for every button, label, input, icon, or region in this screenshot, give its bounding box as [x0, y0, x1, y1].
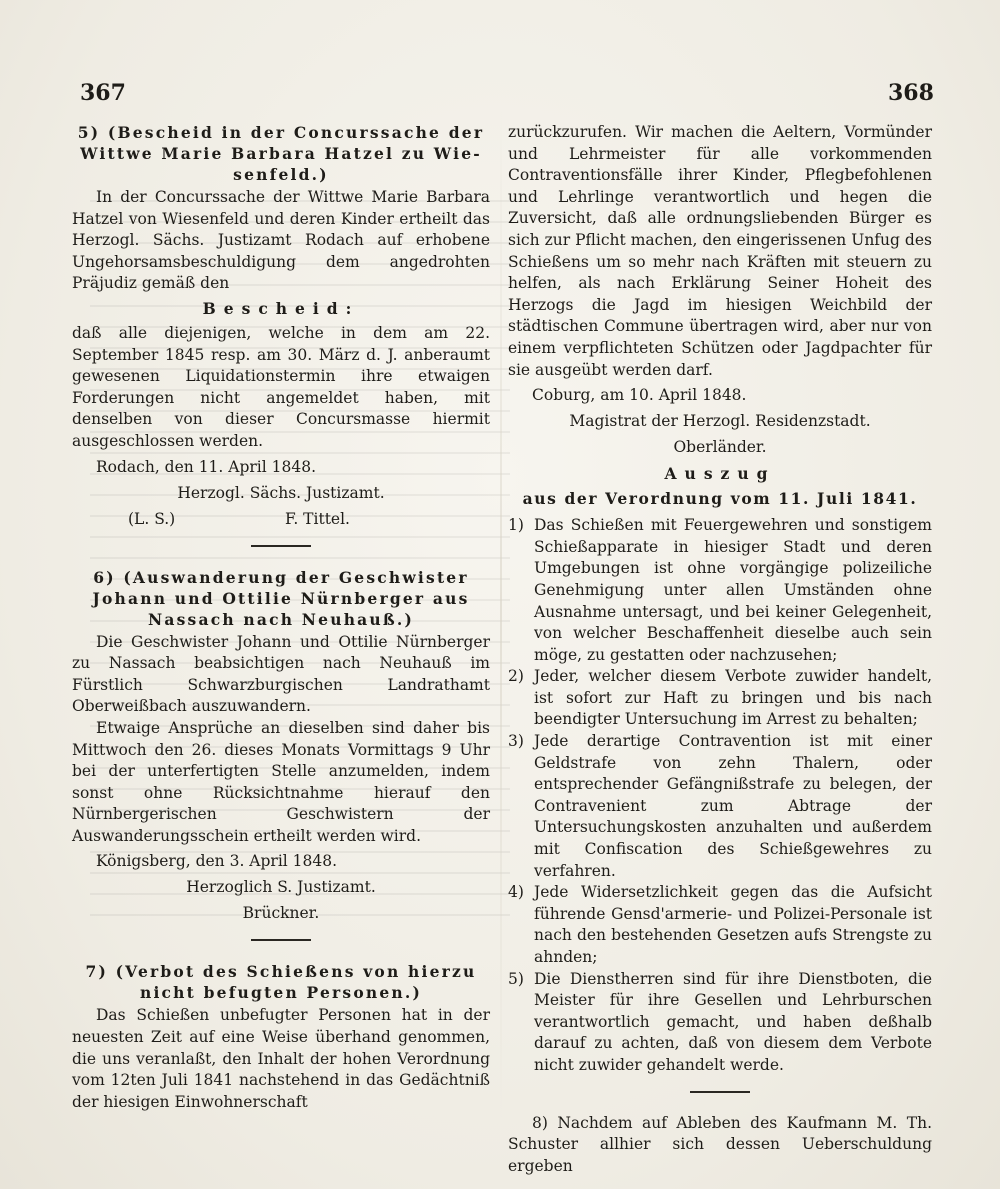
list-item	[508, 731, 932, 882]
list-item-text: Die Dienstherren sind für ihre Dienstboten, die Meister für ihre Gesellen und Lehrburschen verantwortlich gemacht, und haben deßhalb darauf zu achten, daß von diesem dem Verbote nicht zuwider gehandelt werde.	[534, 969, 932, 1074]
notice-5	[72, 122, 490, 547]
notice-7	[72, 961, 490, 1113]
bescheid-label: Bescheid:	[202, 298, 360, 318]
list-item-text: Jeder, welcher diesem Verbote zuwider handelt, ist sofort zur Haft zu bringen und bis nach beendigter Untersuchung im Arrest zu behalten;	[534, 667, 932, 729]
list-item-number: 5)	[508, 969, 524, 988]
ordinance-list	[508, 515, 932, 1076]
auszug-title: Auszug	[664, 464, 776, 484]
page-gutter	[500, 110, 502, 1120]
list-item-number: 4)	[508, 883, 524, 902]
notice-5-intro: In der Concurssache der Wittwe Marie Barbara Hatzel von Wiesenfeld und deren Kinder ertheilt das Herzogl. Sächs. Justizamt Rodach auf erhobene Ungehorsamsbeschuldigung dem angedrohten Präjudiz gemäß den	[72, 188, 490, 293]
page-number-right: 368	[888, 80, 934, 106]
notice-6-heading: 6) (Auswanderung der Geschwister Johann und Ottilie Nürnberger aus Nassach nach Neuhauß.)	[92, 567, 470, 629]
notice-5-signature-row	[72, 508, 490, 531]
list-item-text: Jede Widersetzlichkeit gegen das die Aufsicht führende Gensd'armerie- und Polizei-Personale ist nach den bestehenden Gesetzen aufs Strengste zu ahnden;	[534, 883, 932, 966]
notice-5-heading: 5) (Bescheid in der Concurssache der Wittwe Marie Barbara Hatzel zu Wie-senfeld.)	[77, 123, 485, 184]
notice-5-place-date: Rodach, den 11. April 1848.	[96, 457, 317, 476]
notice-6-intro: Die Geschwister Johann und Ottilie Nürnberger zu Nassach beabsichtigen nach Neuhauß im Fürstlich Schwarzburgischen Landrathamt Oberweißbach auszuwandern.	[72, 632, 490, 716]
notice-6-authority: Herzoglich S. Justizamt.	[186, 878, 376, 897]
list-item	[508, 666, 932, 731]
notice-5-signer: F. Tittel.	[284, 509, 350, 528]
notice-7-place-date: Coburg, am 10. April 1848.	[532, 386, 747, 405]
auszug-subtitle: aus der Verordnung vom 11. Juli 1841.	[522, 489, 918, 509]
list-item-text: Das Schießen mit Feuergewehren und sonstigem Schießapparate in hiesiger Stadt und deren Umgebungen ist ohne vorgängige polizeiliche Genehmigung unter allen Umständen ohne Ausnahme untersagt, und bei keiner Gelegenheit, von welcher Beschaffenheit dieselbe auch sein möge, zu gestatten oder nachzusehen;	[534, 516, 932, 664]
page-number-left: 367	[80, 80, 126, 106]
list-item	[508, 882, 932, 968]
section-divider	[251, 545, 311, 547]
notice-5-authority: Herzogl. Sächs. Justizamt.	[177, 483, 385, 502]
left-column	[72, 122, 490, 1119]
notice-7-authority: Magistrat der Herzogl. Residenzstadt.	[569, 412, 871, 431]
notice-6-signer: Brückner.	[242, 904, 320, 923]
list-item-number: 2)	[508, 667, 524, 686]
list-item	[508, 969, 932, 1077]
list-item-number: 1)	[508, 516, 524, 535]
list-item	[508, 515, 932, 666]
section-divider	[251, 939, 311, 941]
list-item-text: Jede derartige Contravention ist mit einer Geldstrafe von zehn Thalern, oder entsprechender Gefängnißstrafe zu belegen, der Contravenient zum Abtrage der Untersuchungskosten anzuhalten und außerdem mit Confiscation des Schießgewehres zu verfahren.	[534, 732, 932, 880]
notice-6	[72, 567, 490, 942]
section-divider	[690, 1091, 750, 1093]
notice-5-body: daß alle diejenigen, welche in dem am 22. September 1845 resp. am 30. März d. J. anberaumt gewesenen Liquidationstermin ihre etwaigen Forderungen nicht angemeldet haben, mit denselben von dieser Concursmasse hiermit ausgeschlossen werden.	[72, 323, 490, 450]
notice-7-signer: Oberländer.	[673, 438, 767, 457]
notice-7-continuation: zurückzurufen. Wir machen die Aeltern, Vormünder und Lehrmeister für alle vorkommenden Contraventionsfälle ihrer Kinder, Pflegbefohlenen und Lehrlinge verantwortlich und hegen die Zuversicht, daß alle ordnungsliebenden Bürger es sich zur Pflicht machen, den eingerissenen Unfug des Schießens um so mehr nach Kräften mit steuern zu helfen, als nach Erklärung Seiner Hoheit des Herzogs die Jagd im hiesigen Weichbild der städtischen Commune übertragen wird, aber nur von einem verpflichteten Schützen oder Jagdpachter für sie ausgeübt werden darf.	[508, 123, 932, 379]
notice-7-body: Das Schießen unbefugter Personen hat in der neuesten Zeit auf eine Weise überhand genommen, die uns veranlaßt, den Inhalt der hohen Verordnung vom 12ten Juli 1841 nachstehend in das Gedächtniß der hiesigen Einwohnerschaft	[72, 1006, 490, 1111]
list-item-number: 3)	[508, 732, 524, 751]
right-column	[508, 122, 932, 1177]
seal-mark: (L. S.)	[128, 509, 176, 528]
notice-6-body: Etwaige Ansprüche an dieselben sind daher bis Mittwoch den 26. dieses Monats Vormittags 9 Uhr bei der unterfertigten Stelle anzumelden, indem sonst ohne Rücksichtnahme hierauf den Nürnbergerischen Geschwistern der Auswanderungsschein ertheilt werden wird.	[72, 718, 490, 845]
notice-8-start: 8) Nachdem auf Ableben des Kaufmann M. Th. Schuster allhier sich dessen Ueberschuldung ergeben	[508, 1113, 932, 1175]
notice-6-place-date: Königsberg, den 3. April 1848.	[96, 852, 338, 871]
notice-7-heading: 7) (Verbot des Schießens von hierzu nicht befugten Personen.)	[85, 962, 477, 1003]
